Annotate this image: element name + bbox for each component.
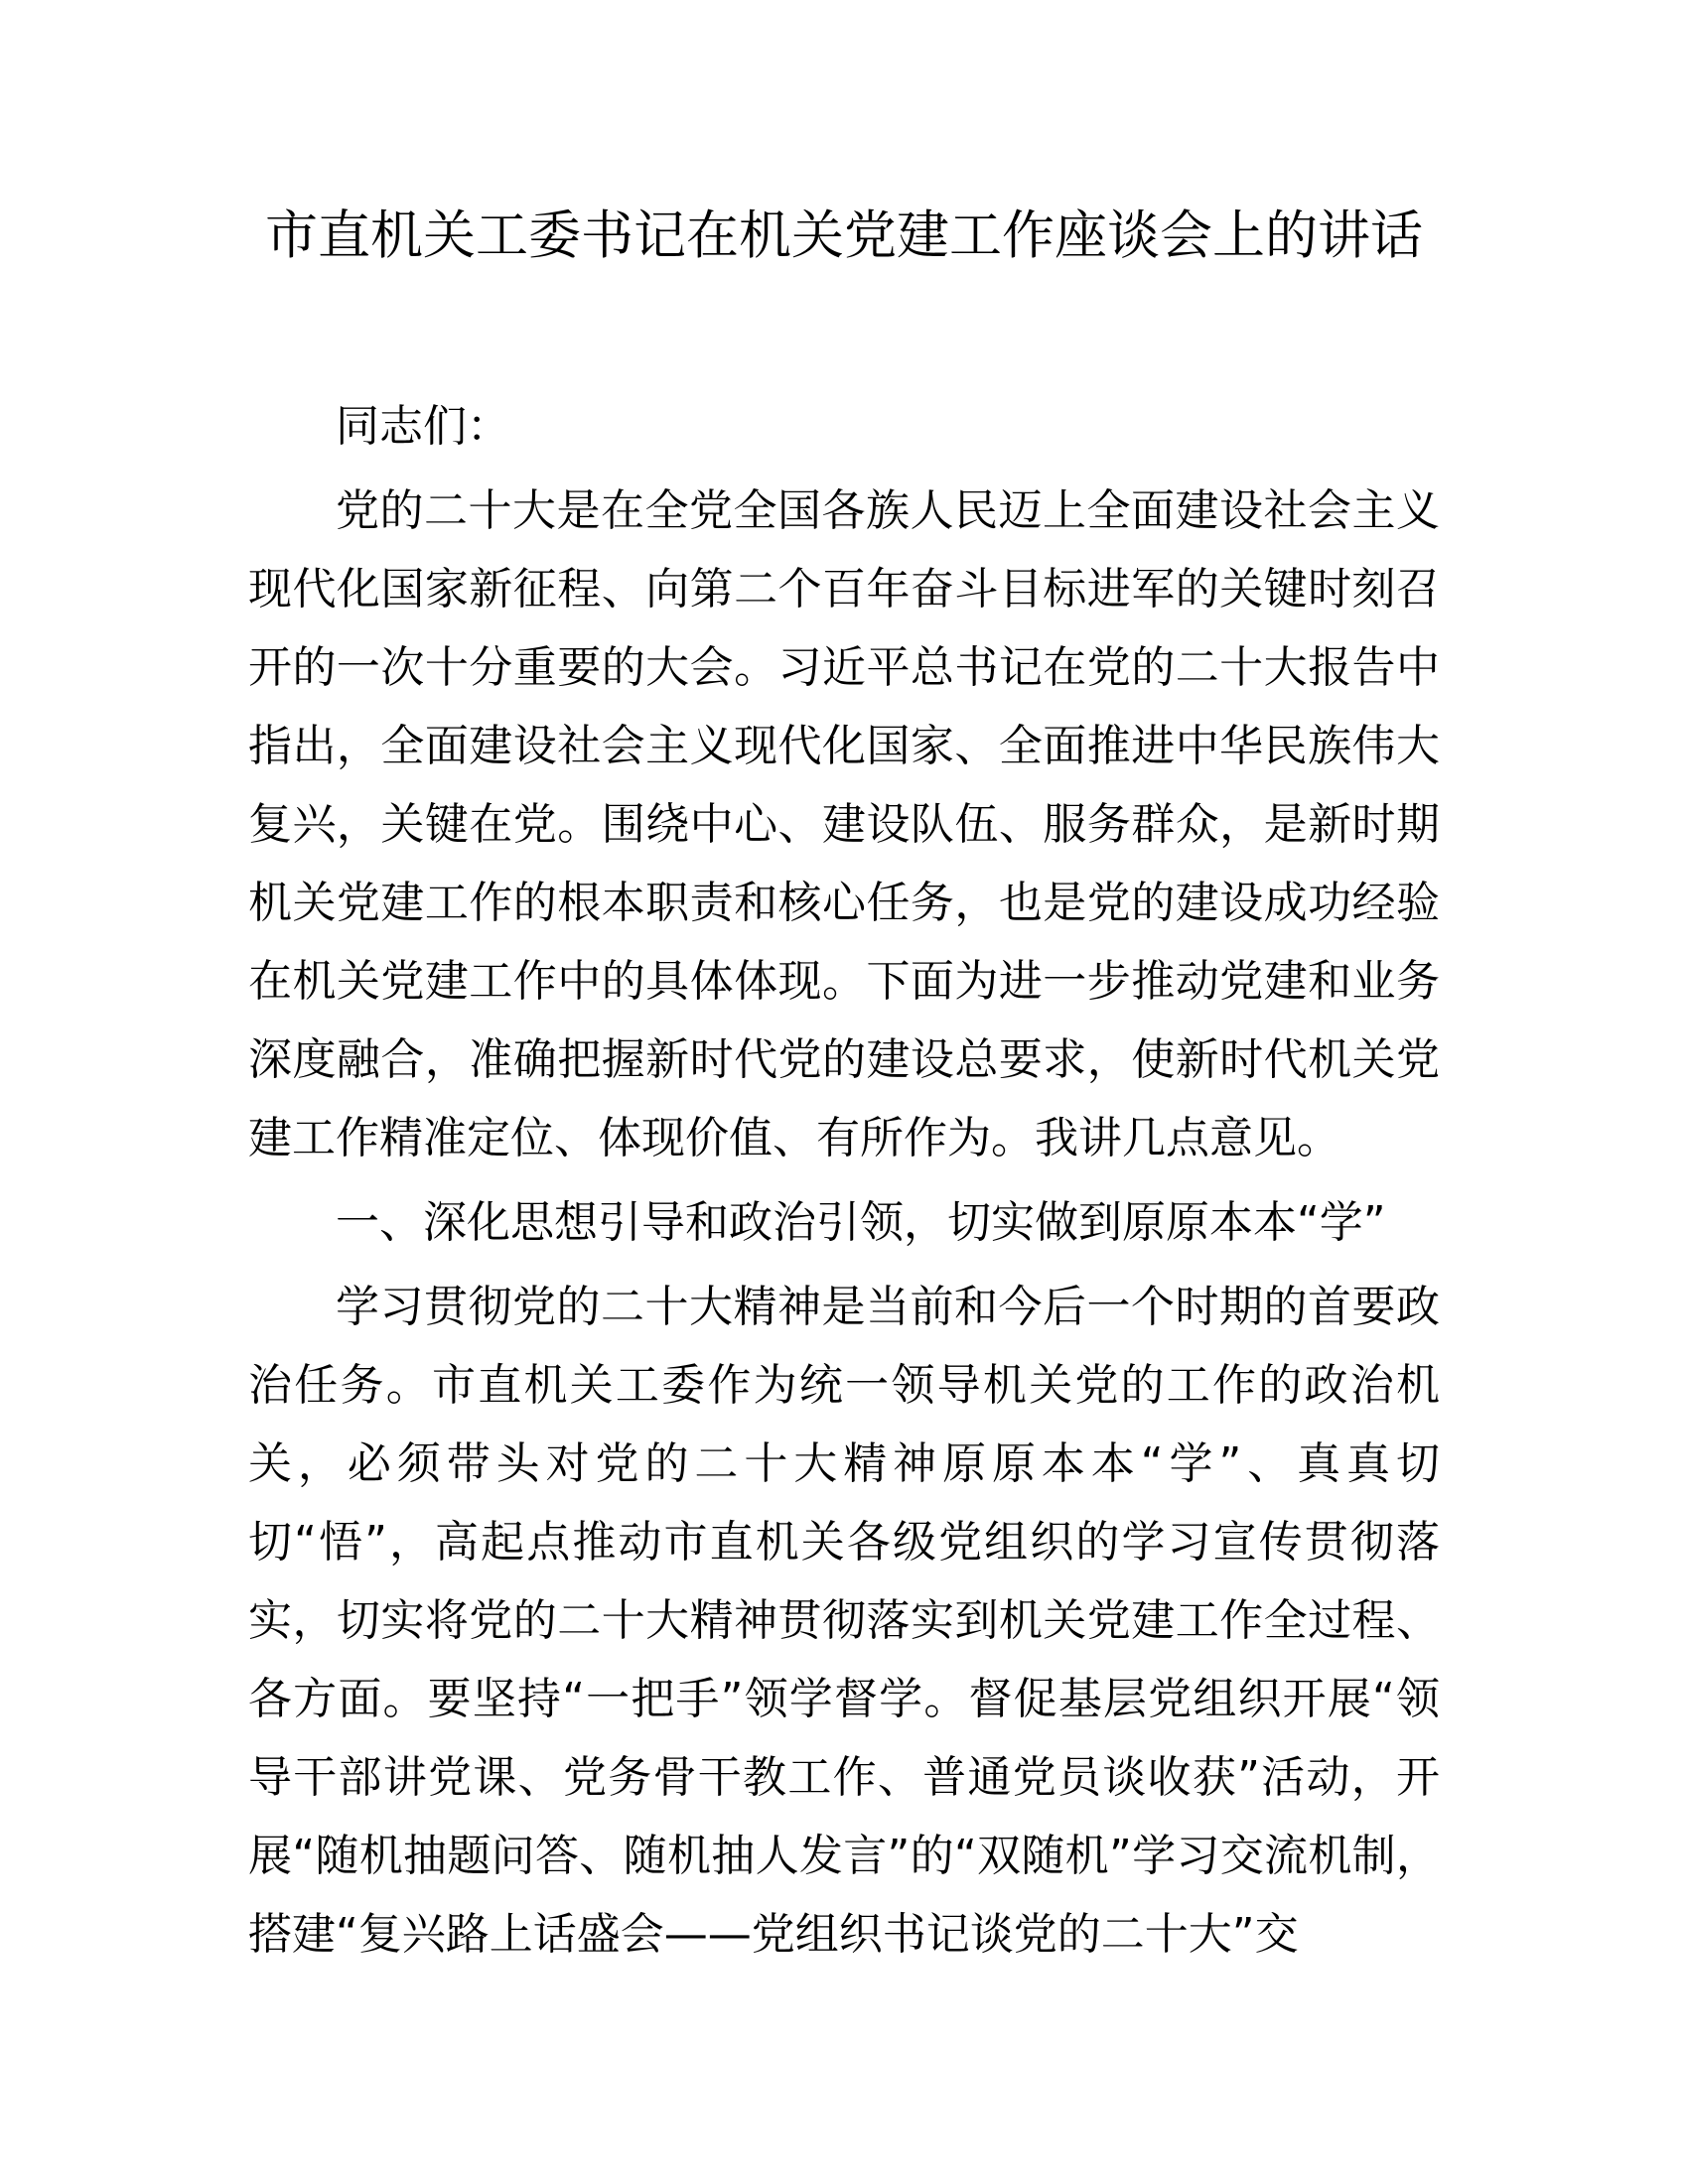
document-title: 市直机关工委书记在机关党建工作座谈会上的讲话 xyxy=(265,205,1423,266)
paragraph-intro: 党的二十大是在全党全国各族人民迈上全面建设社会主义现代化国家新征程、向第二个百年奋斗目标进军的关键时刻召开的一次十分重要的大会。习近平总书记在党的二十大报告中指出，全面建设社会主义现代化国家、全面推进中华民族伟大复兴，关键在党。围绕中心、建设队伍、服务群众，是新时期机关党建工作的根本职责和核心任务，也是党的建设成功经验在机关党建工作中的具体体现。下面为进一步推动党建和业务深度融合，准确把握新时代党的建设总要求，使新时代机关党建工作精准定位、体现价值、有所作为。我讲几点意见。 xyxy=(248,485,1440,1163)
document-body xyxy=(248,387,1440,1974)
paragraph-section-1: 学习贯彻党的二十大精神是当前和今后一个时期的首要政治任务。市直机关工委作为统一领导机关党的工作的政治机关，必须带头对党的二十大精神原原本本“学”、真真切切“悟”，高起点推动市直机关各级党组织的学习宣传贯彻落实，切实将党的二十大精神贯彻落实到机关党建工作全过程、各方面。要坚持“一把手”领学督学。督促基层党组织开展“领导干部讲党课、党务骨干教工作、普通党员谈收获”活动，开展“随机抽题问答、随机抽人发言”的“双随机”学习交流机制，搭建“复兴路上话盛会——党组织书记谈党的二十大”交 xyxy=(248,1282,1440,1960)
section-heading-1: 一、深化思想引导和政治引领，切实做到原原本本“学” xyxy=(336,1197,1386,1248)
salutation: 同志们： xyxy=(336,401,510,452)
